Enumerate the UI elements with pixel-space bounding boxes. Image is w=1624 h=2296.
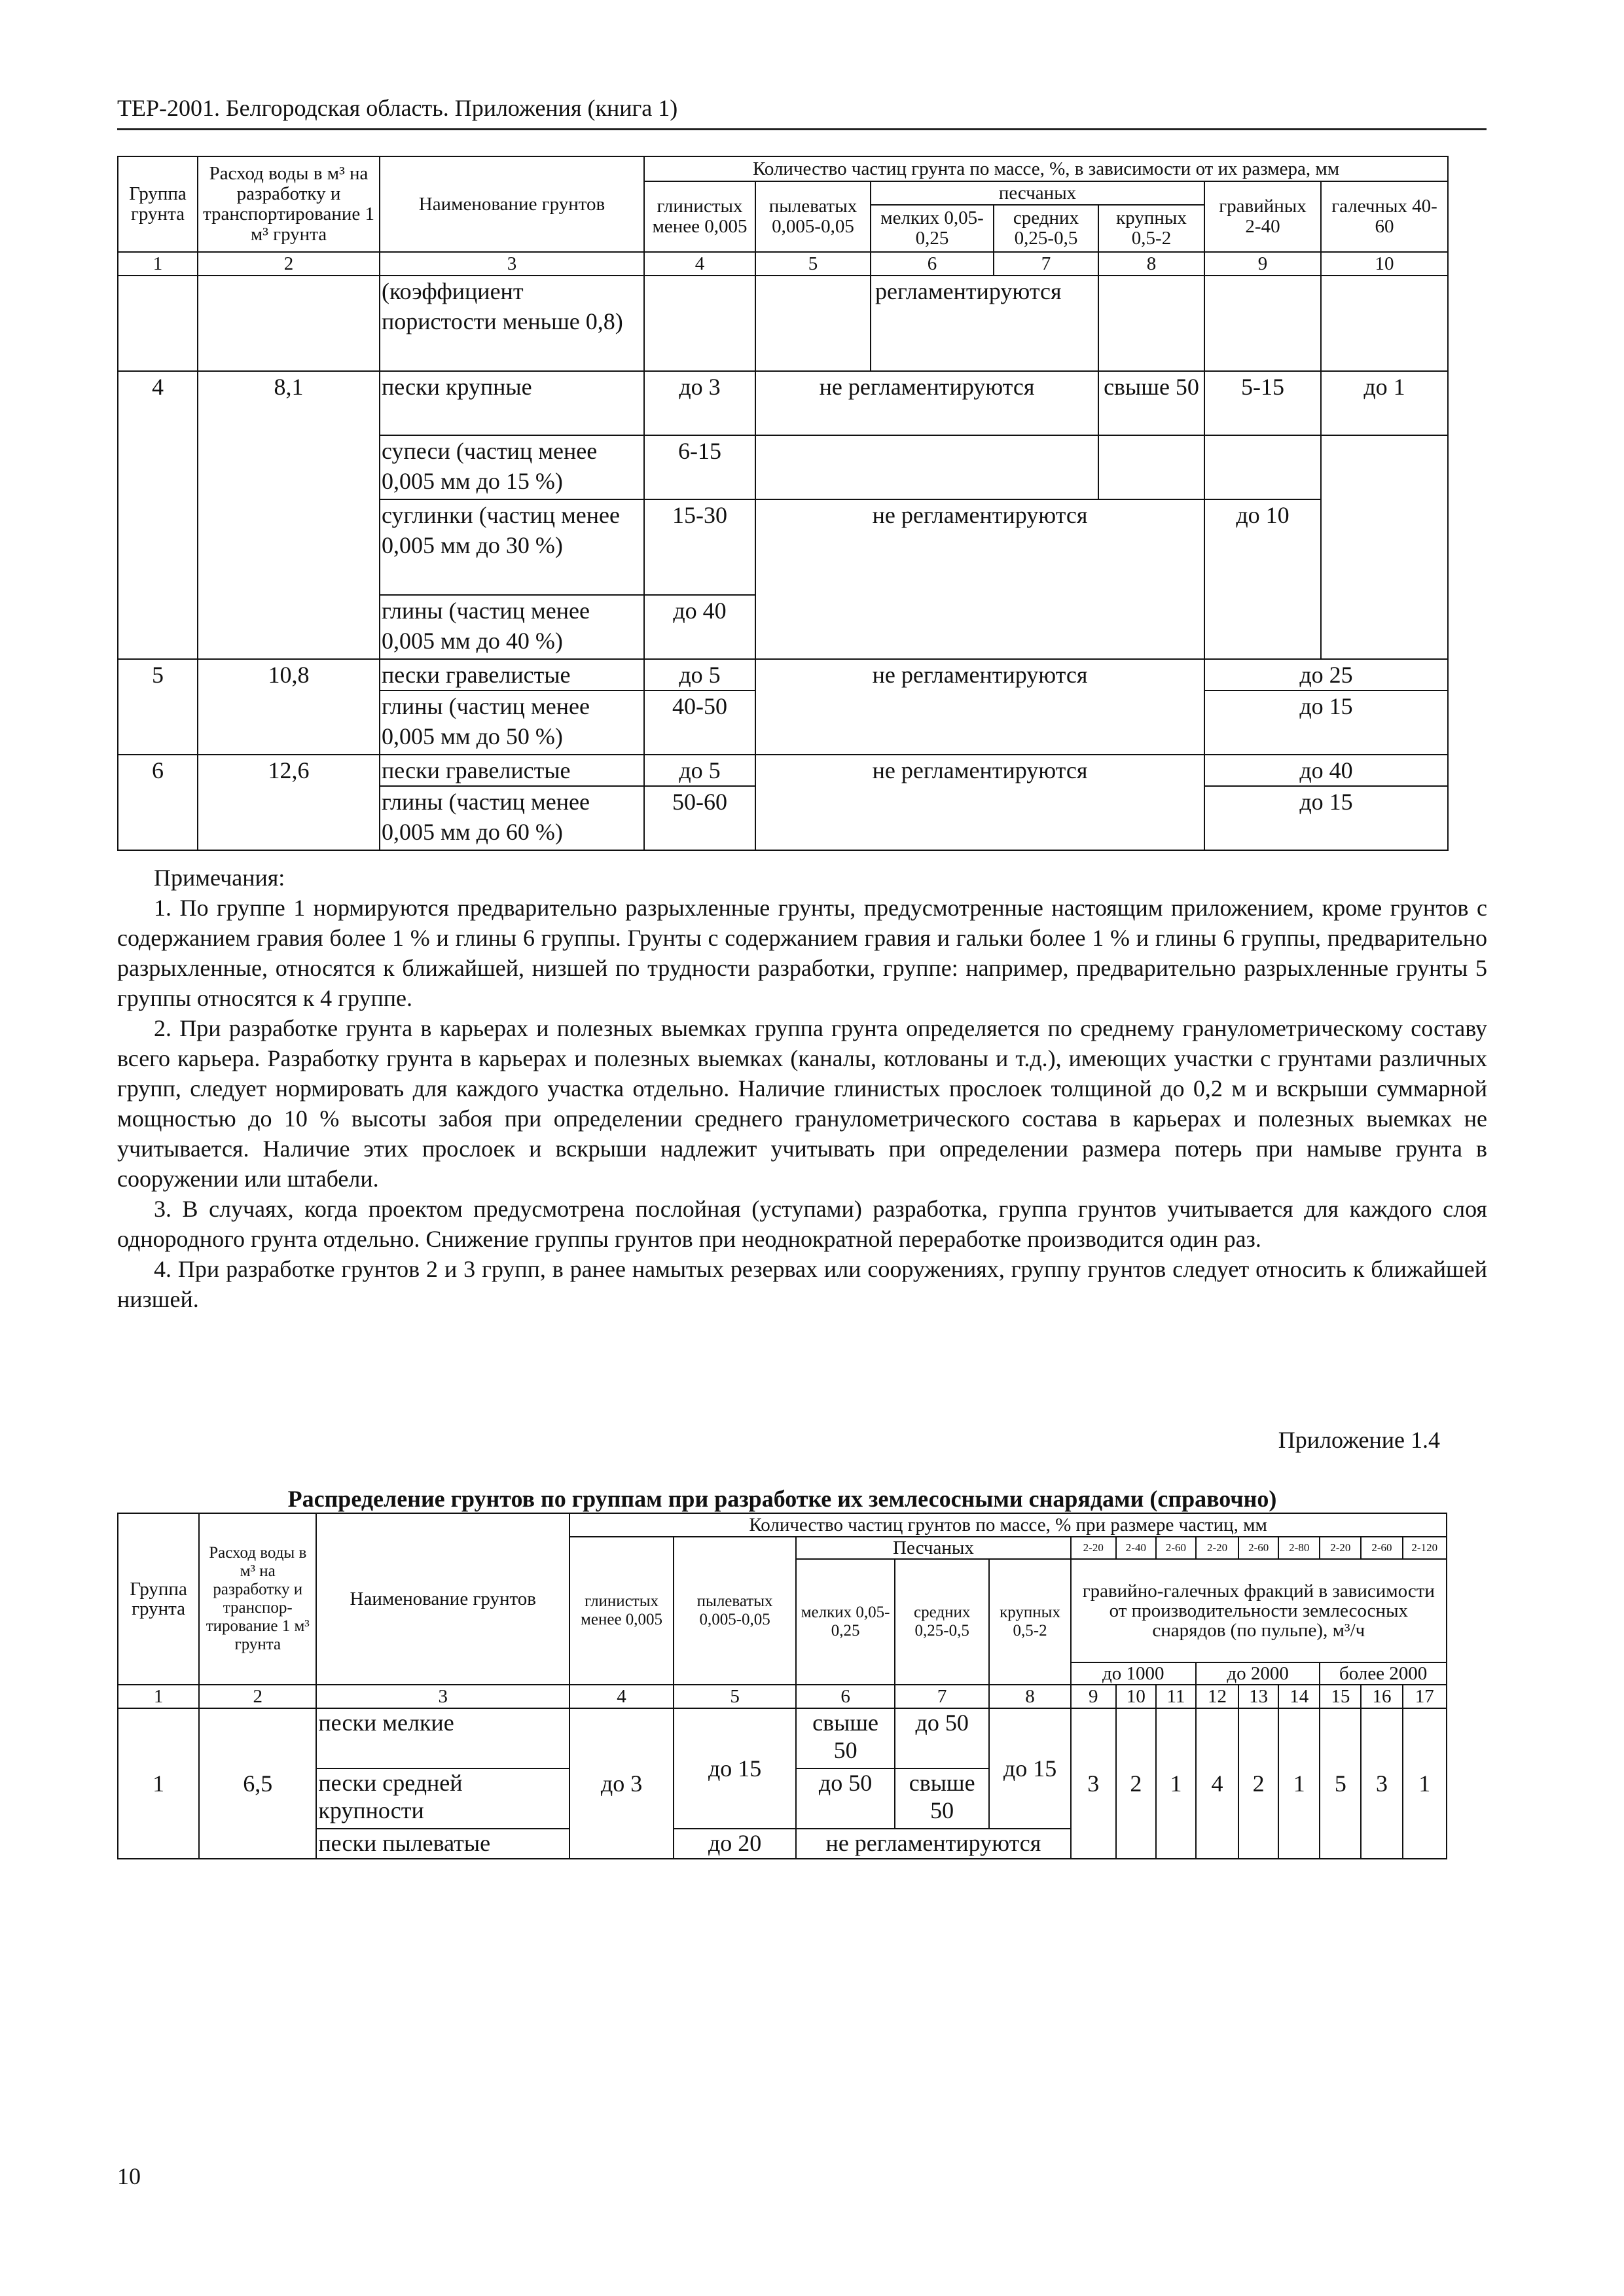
colnum: 8 bbox=[1098, 252, 1204, 276]
note-2: 2. При разработке грунта в карьерах и полезных выемках группа грунта определяется по среднему гранулометрическому составу всего карьера. Разработку грунта в карьерах и полезных выемках (каналы, котлованы и т.д.), имеющих участки с грунтами различных групп, следует нормировать для каждого участка отдельно. Наличие глинистых прослоек толщиной до 0,2 м и вскрыши суммарной мощностью до 10 % высоты забоя при определении среднего гранулометрического состава в карьерах и полезных выемках не учитывается. Наличие этих прослоек и вскрыши надлежит учитывать при определении размера потерь при намыве грунта в сооружении или штабели. bbox=[117, 1015, 1487, 1192]
colnum: 4 bbox=[644, 252, 755, 276]
water-value: 12,6 bbox=[198, 755, 380, 850]
th-water: Расход воды в м³ на разработку и транспор-тирование 1 м³ грунта bbox=[199, 1513, 316, 1685]
mid-value: не регламентируются bbox=[755, 499, 1204, 659]
soil-name: глины (частиц менее 0,005 мм до 60 %) bbox=[380, 786, 644, 850]
th-perf: до 2000 bbox=[1196, 1662, 1320, 1685]
gravel-value: 1 bbox=[1156, 1708, 1196, 1859]
coarse-value: свыше 50 bbox=[1098, 371, 1204, 435]
colnum: 6 bbox=[796, 1685, 895, 1708]
clay-value: до 5 bbox=[644, 755, 755, 786]
th-silt: пылеватых 0,005-0,05 bbox=[755, 181, 871, 252]
table-cell bbox=[1321, 276, 1448, 371]
note-4: 4. При разработке грунтов 2 и 3 групп, в ранее намытых резервах или сооружениях, группу грунтов следует относить к ближайшей низшей. bbox=[117, 1256, 1487, 1312]
colnum: 16 bbox=[1361, 1685, 1402, 1708]
th-fine: мелких 0,05-0,25 bbox=[871, 205, 994, 252]
water-value: 6,5 bbox=[199, 1708, 316, 1859]
mid-value: не регламентируются bbox=[755, 659, 1204, 755]
gravel-value: 5-15 bbox=[1204, 371, 1321, 435]
clay-value: до 5 bbox=[644, 659, 755, 691]
th-water: Расход воды в м³ на разработку и транспортирование 1 м³ грунта bbox=[198, 156, 380, 252]
soil-name: пески мелкие bbox=[316, 1708, 569, 1768]
colnum: 7 bbox=[895, 1685, 990, 1708]
clay-value: 50-60 bbox=[644, 786, 755, 850]
th-group: Группа грунта bbox=[118, 1513, 199, 1685]
th-sand: песчаных bbox=[871, 181, 1204, 205]
soil-note: регламентируются bbox=[871, 276, 1098, 371]
soil-name: суглинки (частиц менее 0,005 мм до 30 %) bbox=[380, 499, 644, 595]
soil-name: пески гравелистые bbox=[380, 755, 644, 786]
th-group: Группа грунта bbox=[118, 156, 198, 252]
table-cell bbox=[1204, 435, 1321, 499]
colnum: 17 bbox=[1403, 1685, 1447, 1708]
gravel-value: 3 bbox=[1071, 1708, 1116, 1859]
fine-value: свыше 50 bbox=[796, 1708, 895, 1768]
th-size: 2-40 bbox=[1116, 1537, 1156, 1559]
th-name: Наименование грунтов bbox=[380, 156, 644, 252]
appendix-label: Приложение 1.4 bbox=[1278, 1427, 1440, 1453]
colnum: 2 bbox=[199, 1685, 316, 1708]
silt-value: до 15 bbox=[674, 1708, 796, 1829]
th-name: Наименование грунтов bbox=[316, 1513, 569, 1685]
colnum: 5 bbox=[674, 1685, 796, 1708]
mid-value: не регламентируются bbox=[755, 755, 1204, 850]
soil-name: пески крупные bbox=[380, 371, 644, 435]
colnum: 7 bbox=[994, 252, 1098, 276]
th-size: 2-120 bbox=[1403, 1537, 1447, 1559]
th-coarse: крупных 0,5-2 bbox=[1098, 205, 1204, 252]
th-particles: Количество частиц грунта по массе, %, в зависимости от их размера, мм bbox=[644, 156, 1448, 181]
colnum: 9 bbox=[1071, 1685, 1116, 1708]
gravel-pebble-value: до 15 bbox=[1204, 691, 1448, 755]
soil-name: супеси (частиц менее 0,005 мм до 15 %) bbox=[380, 435, 644, 499]
clay-value: до 3 bbox=[569, 1708, 674, 1859]
dredger-soil-groups-table bbox=[117, 1513, 1447, 1859]
colnum: 3 bbox=[316, 1685, 569, 1708]
th-size: 2-60 bbox=[1361, 1537, 1402, 1559]
water-value: 8,1 bbox=[198, 371, 380, 659]
page-number: 10 bbox=[117, 2163, 141, 2189]
pebble-value: до 1 bbox=[1321, 371, 1448, 435]
gravel-value: до 10 bbox=[1204, 499, 1321, 659]
th-coarse: крупных 0,5-2 bbox=[989, 1559, 1070, 1685]
medium-value: до 50 bbox=[895, 1708, 990, 1768]
th-size: 2-60 bbox=[1156, 1537, 1196, 1559]
gravel-pebble-value: до 15 bbox=[1204, 786, 1448, 850]
colnum: 10 bbox=[1116, 1685, 1156, 1708]
colnum: 2 bbox=[198, 252, 380, 276]
clay-value: до 40 bbox=[644, 595, 755, 659]
table-cell bbox=[198, 276, 380, 371]
colnum: 8 bbox=[989, 1685, 1070, 1708]
gravel-value: 2 bbox=[1238, 1708, 1278, 1859]
running-header: ТЕР-2001. Белгородская область. Приложения (книга 1) bbox=[117, 95, 678, 121]
group-number: 5 bbox=[118, 659, 198, 755]
colnum: 14 bbox=[1278, 1685, 1320, 1708]
th-pebble: галечных 40-60 bbox=[1321, 181, 1448, 252]
gravel-value: 1 bbox=[1278, 1708, 1320, 1859]
colnum: 1 bbox=[118, 1685, 199, 1708]
gravel-value: 3 bbox=[1361, 1708, 1402, 1859]
table-cell bbox=[118, 276, 198, 371]
table-cell bbox=[1098, 435, 1204, 499]
colnum: 12 bbox=[1196, 1685, 1238, 1708]
colnum: 13 bbox=[1238, 1685, 1278, 1708]
clay-value: до 3 bbox=[644, 371, 755, 435]
th-gravel: гравийных 2-40 bbox=[1204, 181, 1321, 252]
colnum: 1 bbox=[118, 252, 198, 276]
th-medium: средних 0,25-0,5 bbox=[994, 205, 1098, 252]
note-3: 3. В случаях, когда проектом предусмотрена послойная (уступами) разработка, группа грунтов учитывается для каждого слоя однородного грунта отдельно. Снижение группы грунтов при неоднократной переработке производится один раз. bbox=[117, 1196, 1487, 1252]
mid-value: не регламентируются bbox=[796, 1829, 1070, 1859]
colnum: 15 bbox=[1320, 1685, 1361, 1708]
soil-groups-table-continued bbox=[117, 156, 1449, 851]
table-cell bbox=[755, 435, 1098, 499]
gravel-value: 2 bbox=[1116, 1708, 1156, 1859]
th-size: 2-20 bbox=[1071, 1537, 1116, 1559]
th-silt: пылеватых 0,005-0,05 bbox=[674, 1537, 796, 1685]
table2-title: Распределение грунтов по группам при разработке их землесосными снарядами (справочно) bbox=[287, 1486, 1277, 1512]
colnum: 6 bbox=[871, 252, 994, 276]
header-rule bbox=[117, 128, 1487, 130]
th-medium: средних 0,25-0,5 bbox=[895, 1559, 990, 1685]
water-value: 10,8 bbox=[198, 659, 380, 755]
th-fine: мелких 0,05-0,25 bbox=[796, 1559, 895, 1685]
gravel-value: 1 bbox=[1403, 1708, 1447, 1859]
th-clay: глинистых менее 0,005 bbox=[569, 1537, 674, 1685]
th-perf: до 1000 bbox=[1071, 1662, 1196, 1685]
note-1: 1. По группе 1 нормируются предварительно разрыхленные грунты, предусмотренные настоящим приложением, кроме грунтов с содержанием гравия более 1 % и глины 6 группы. Грунты с содержанием гравия и гальки более 1 % и глины 6 группы, предварительно разрыхленные, относятся к ближайшей, низшей по трудности разработки, группе: например, предварительно разрыхленные грунты 5 группы относятся к 4 группе. bbox=[117, 895, 1487, 1011]
table-cell bbox=[1321, 435, 1448, 659]
soil-name: пески средней крупности bbox=[316, 1768, 569, 1829]
colnum: 5 bbox=[755, 252, 871, 276]
th-size: 2-60 bbox=[1238, 1537, 1278, 1559]
table-cell bbox=[755, 276, 871, 371]
clay-value: 15-30 bbox=[644, 499, 755, 595]
group-number: 4 bbox=[118, 371, 198, 659]
colnum: 10 bbox=[1321, 252, 1448, 276]
colnum: 11 bbox=[1156, 1685, 1196, 1708]
group-number: 6 bbox=[118, 755, 198, 850]
colnum: 9 bbox=[1204, 252, 1321, 276]
soil-name: (коэффициент пористости меньше 0,8) bbox=[380, 276, 644, 371]
table-cell bbox=[644, 276, 755, 371]
clay-value: 40-50 bbox=[644, 691, 755, 755]
colnum: 4 bbox=[569, 1685, 674, 1708]
th-perf: более 2000 bbox=[1320, 1662, 1447, 1685]
soil-name: пески пылеватые bbox=[316, 1829, 569, 1859]
th-size: 2-20 bbox=[1196, 1537, 1238, 1559]
th-size: 2-80 bbox=[1278, 1537, 1320, 1559]
gravel-pebble-value: до 25 bbox=[1204, 659, 1448, 691]
notes-title: Примечания: bbox=[154, 865, 285, 891]
group-number: 1 bbox=[118, 1708, 199, 1859]
gravel-pebble-value: до 40 bbox=[1204, 755, 1448, 786]
soil-name: глины (частиц менее 0,005 мм до 40 %) bbox=[380, 595, 644, 659]
notes-section bbox=[117, 863, 1487, 1314]
table-cell bbox=[1098, 276, 1204, 371]
silt-value: до 20 bbox=[674, 1829, 796, 1859]
th-sand: Песчаных bbox=[796, 1537, 1070, 1559]
coarse-value: до 15 bbox=[989, 1708, 1070, 1829]
colnum: 3 bbox=[380, 252, 644, 276]
soil-name: глины (частиц менее 0,005 мм до 50 %) bbox=[380, 691, 644, 755]
medium-value: свыше 50 bbox=[895, 1768, 990, 1829]
th-size: 2-20 bbox=[1320, 1537, 1361, 1559]
clay-value: 6-15 bbox=[644, 435, 755, 499]
th-gravel-pebble: гравийно-галечных фракций в зависимости от производительности землесосных снарядов (по пульпе), м³/ч bbox=[1071, 1559, 1447, 1662]
fine-value: до 50 bbox=[796, 1768, 895, 1829]
mid-value: не регламентируются bbox=[755, 371, 1098, 435]
gravel-value: 4 bbox=[1196, 1708, 1238, 1859]
gravel-value: 5 bbox=[1320, 1708, 1361, 1859]
th-particles: Количество частиц грунтов по массе, % при размере частиц, мм bbox=[569, 1513, 1447, 1537]
table-cell bbox=[1204, 276, 1321, 371]
soil-name: пески гравелистые bbox=[380, 659, 644, 691]
th-clay: глинистых менее 0,005 bbox=[644, 181, 755, 252]
